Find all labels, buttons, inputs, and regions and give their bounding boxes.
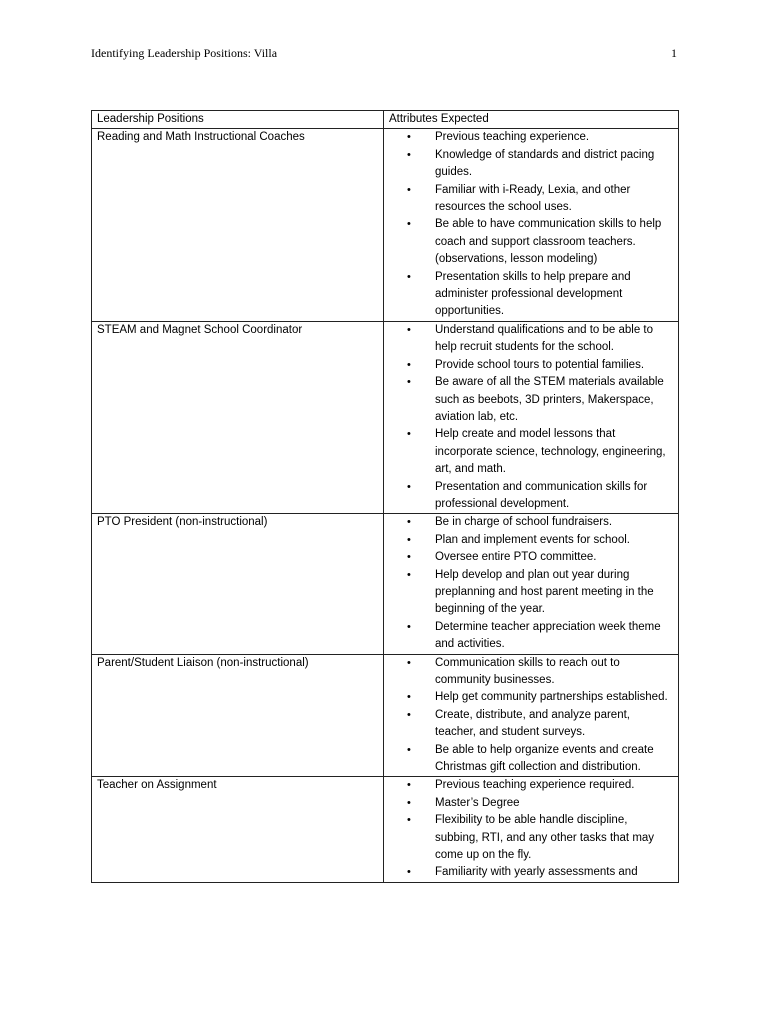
- table-row: [92, 654, 679, 777]
- attributes-cell: [384, 777, 679, 882]
- page-number: 1: [671, 46, 677, 60]
- position-name: Parent/Student Liaison (non-instructional): [97, 656, 309, 669]
- position-cell: [92, 654, 384, 777]
- attribute-item: • Help create and model lessons that incorporate science, technology, engineering, art, and math.: [435, 426, 673, 478]
- attribute-item: • Master’s Degree: [435, 795, 673, 812]
- table-row: [92, 129, 679, 321]
- column-header-attributes: Attributes Expected: [384, 111, 679, 129]
- position-name: PTO President (non-instructional): [97, 516, 268, 529]
- attribute-item: • Previous teaching experience.: [435, 129, 673, 146]
- position-cell: [92, 777, 384, 882]
- attribute-item: • Be in charge of school fundraisers.: [435, 514, 673, 531]
- attribute-item: • Presentation and communication skills for professional development.: [435, 479, 673, 514]
- attribute-item: • Presentation skills to help prepare and administer professional development opportunities.: [435, 269, 673, 321]
- position-cell: [92, 129, 384, 321]
- running-head: Identifying Leadership Positions: Villa: [91, 46, 278, 60]
- attribute-item: • Previous teaching experience required.: [435, 777, 673, 794]
- table-row: [92, 514, 679, 654]
- attributes-list: [389, 655, 673, 777]
- attribute-item: • Be aware of all the STEM materials available such as beebots, 3D printers, Makerspace, aviation lab, etc.: [435, 374, 673, 426]
- attribute-item: • Be able to help organize events and create Christmas gift collection and distribution.: [435, 742, 673, 777]
- attributes-cell: [384, 654, 679, 777]
- position-cell: [92, 321, 384, 513]
- attributes-list: [389, 777, 673, 881]
- leadership-table: [91, 110, 679, 883]
- table-row: [92, 321, 679, 513]
- attributes-list: [389, 514, 673, 653]
- position-cell: [92, 514, 384, 654]
- attribute-item: • Familiar with i-Ready, Lexia, and other resources the school uses.: [435, 182, 673, 217]
- attributes-cell: [384, 514, 679, 654]
- table-row: [92, 777, 679, 882]
- attribute-item: • Determine teacher appreciation week theme and activities.: [435, 619, 673, 654]
- attribute-item: • Knowledge of standards and district pacing guides.: [435, 147, 673, 182]
- attributes-list: [389, 322, 673, 513]
- position-name: Reading and Math Instructional Coaches: [97, 131, 305, 144]
- attribute-item: • Help get community partnerships established.: [435, 689, 673, 706]
- attribute-item: • Communication skills to reach out to community businesses.: [435, 655, 673, 690]
- attributes-cell: [384, 129, 679, 321]
- attribute-item: • Create, distribute, and analyze parent, teacher, and student surveys.: [435, 707, 673, 742]
- page-header: [91, 46, 677, 64]
- attribute-item: • Understand qualifications and to be able to help recruit students for the school.: [435, 322, 673, 357]
- column-header-positions: Leadership Positions: [92, 111, 384, 129]
- attribute-item: • Familiarity with yearly assessments and: [435, 864, 673, 881]
- position-name: Teacher on Assignment: [97, 779, 217, 792]
- attribute-item: • Help develop and plan out year during preplanning and host parent meeting in the beginning of the year.: [435, 567, 673, 619]
- attribute-item: • Be able to have communication skills to help coach and support classroom teachers. (observations, lesson modeling): [435, 216, 673, 268]
- attribute-item: • Flexibility to be able handle discipline, subbing, RTI, and any other tasks that may come up on the fly.: [435, 812, 673, 864]
- attribute-item: • Provide school tours to potential families.: [435, 357, 673, 374]
- attributes-cell: [384, 321, 679, 513]
- table-header-row: [92, 111, 679, 129]
- attributes-list: [389, 129, 673, 320]
- position-name: STEAM and Magnet School Coordinator: [97, 323, 303, 336]
- attribute-item: • Plan and implement events for school.: [435, 532, 673, 549]
- attribute-item: • Oversee entire PTO committee.: [435, 549, 673, 566]
